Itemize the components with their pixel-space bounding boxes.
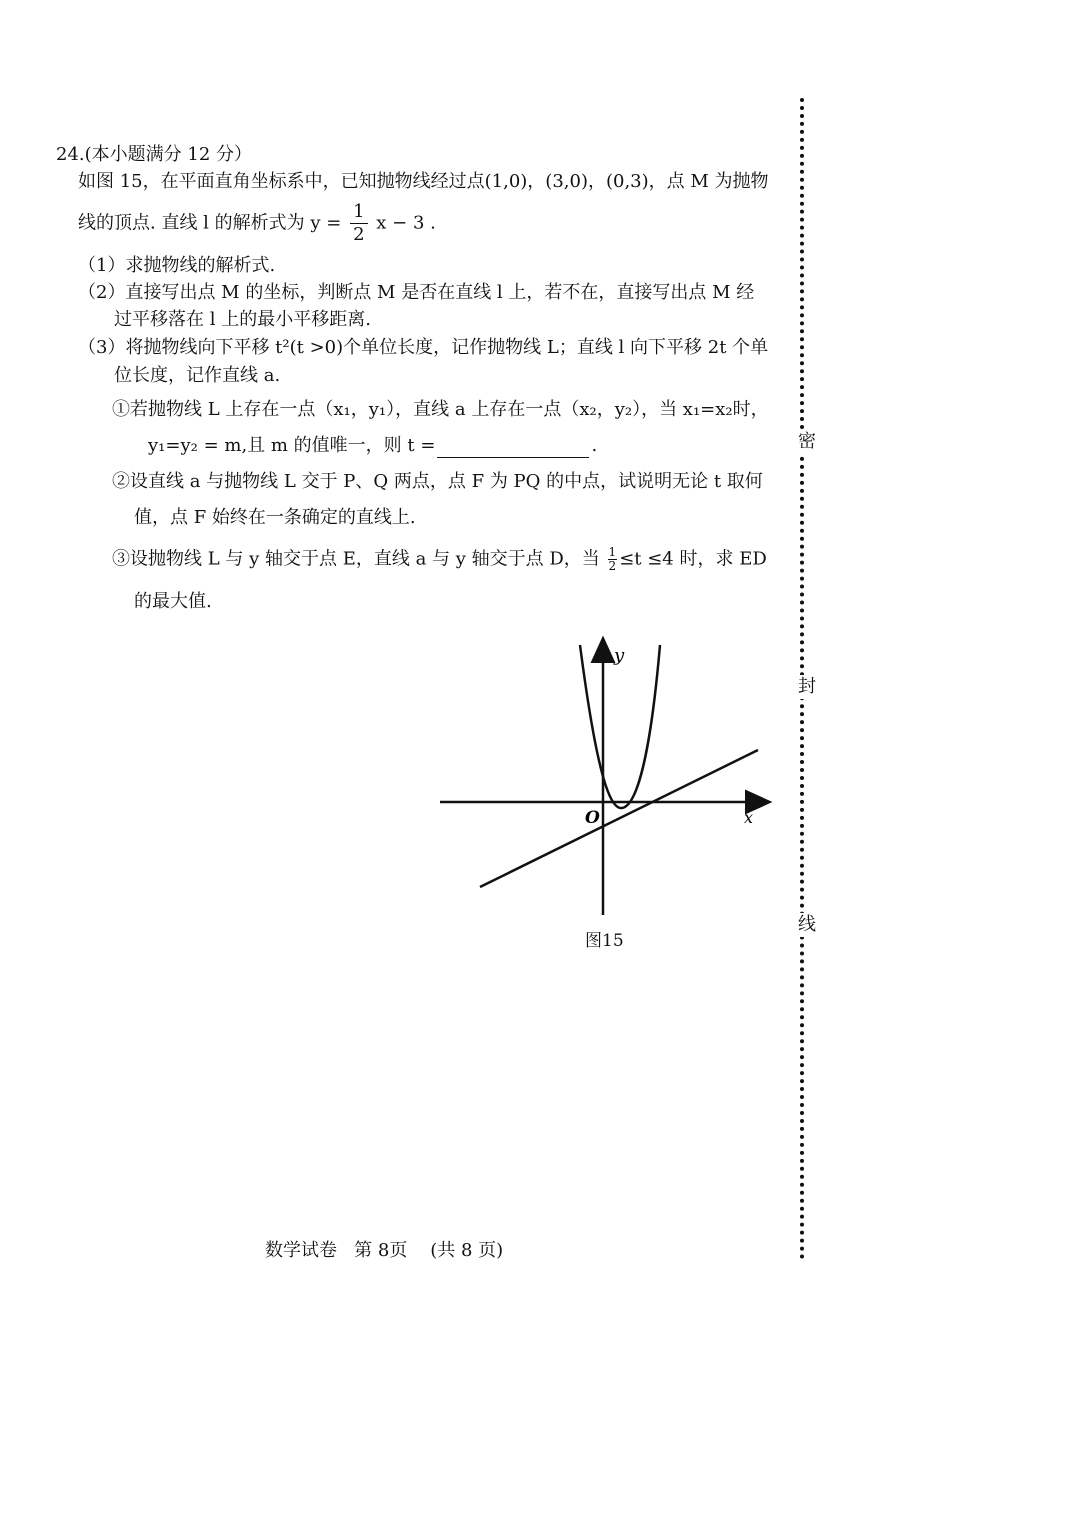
intro-line-2-pre: 线的顶点. 直线 l 的解析式为 y =	[78, 212, 342, 234]
parabola	[580, 645, 660, 808]
seal-char-xian: 线	[798, 914, 816, 935]
sub-3-line-2: 的最大值.	[134, 591, 212, 612]
x-axis-label: x	[744, 808, 754, 827]
sub-1-line-1: ①若抛物线 L 上存在一点（x₁，y₁），直线 a 上存在一点（x₂，y₂），当 x₁=x₂时，	[112, 399, 769, 420]
intro-line-1: 如图 15，在平面直角坐标系中，已知抛物线经过点(1,0)，(3,0)，(0,3)，点 M 为抛物	[78, 171, 769, 192]
part-2-line-2: 过平移落在 l 上的最小平移距离.	[114, 309, 371, 330]
small-fraction-denominator: 2	[608, 559, 617, 573]
line-l	[480, 750, 758, 887]
sub-2-line-1: ②设直线 a 与抛物线 L 交于 P、Q 两点，点 F 为 PQ 的中点，试说明无论 t 取何	[112, 471, 763, 492]
sub-1-line-2-post: .	[591, 435, 598, 456]
y-axis-label: y	[614, 645, 625, 666]
question-header: 24.(本小题满分 12 分）	[56, 144, 252, 165]
fraction-numerator: 1	[350, 201, 367, 224]
fraction-denominator: 2	[353, 224, 365, 245]
sub-3-line-1-pre: ③设抛物线 L 与 y 轴交于点 E，直线 a 与 y 轴交于点 D，当	[112, 548, 600, 570]
origin-label: O	[585, 808, 600, 828]
seal-char-mi: 密	[798, 431, 816, 452]
sub-2-line-2: 值，点 F 始终在一条确定的直线上.	[134, 507, 416, 528]
page-footer: 数学试卷 第 8页 (共 8 页)	[265, 1240, 504, 1261]
part-3-line-2: 位长度，记作直线 a.	[114, 365, 281, 386]
part-1: （1）求抛物线的解析式.	[78, 255, 276, 276]
part-2-line-1: （2）直接写出点 M 的坐标，判断点 M 是否在直线 l 上，若不在，直接写出点 M 经	[78, 282, 755, 303]
small-fraction-numerator: 1	[608, 545, 617, 559]
intro-line-2-post: x − 3 .	[376, 212, 436, 234]
seal-char-feng: 封	[798, 676, 816, 697]
sub-1-line-2-pre: y₁=y₂ = m,且 m 的值唯一，则 t =	[148, 435, 436, 456]
sub-3-line-1-post: ≤t ≤4 时，求 ED	[619, 548, 767, 570]
part-3-line-1: （3）将抛物线向下平移 t²(t >0)个单位长度，记作抛物线 L；直线 l 向下平移 2t 个单	[78, 337, 769, 358]
figure-caption: 图15	[585, 931, 624, 951]
